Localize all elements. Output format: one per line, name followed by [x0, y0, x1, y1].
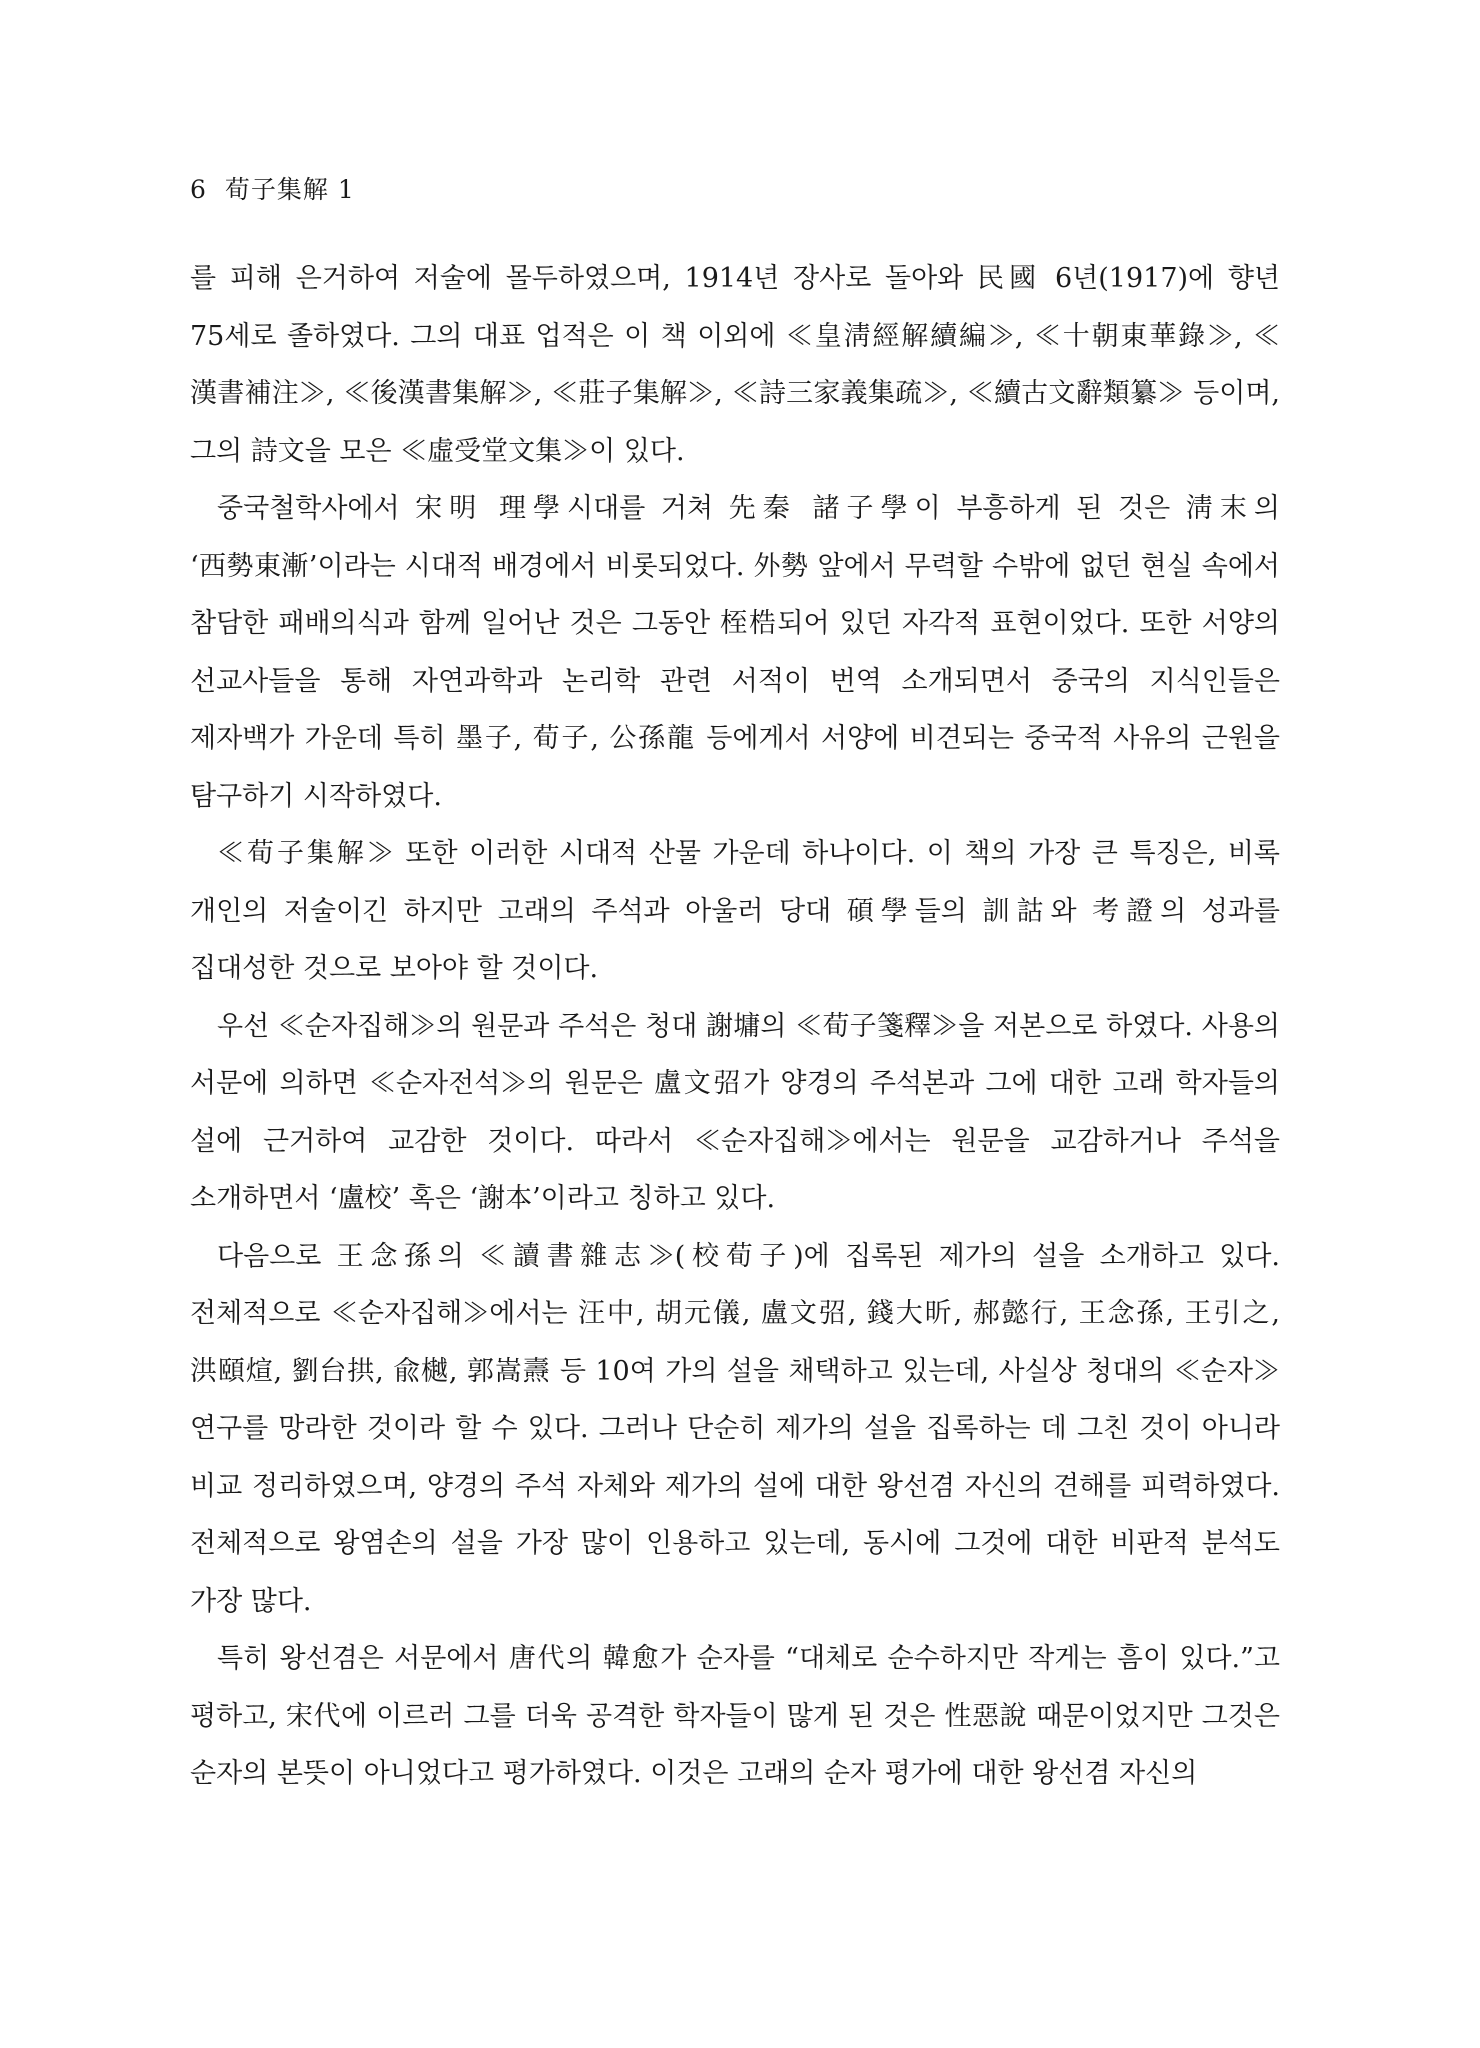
page-header [190, 170, 355, 206]
paragraph: 특히 왕선겸은 서문에서 唐代의 韓愈가 순자를 “대체로 순수하지만 작게는 흠이 있다.”고 평하고, 宋代에 이르러 그를 더욱 공격한 학자들이 많게 된 것은 性惡說 때문이었지만 그것은 순자의 본뜻이 아니었다고 평가하였다. 이것은 고래의 순자 평가에 대한 왕선겸 자신의 [190, 1643, 1280, 1789]
paragraph: 중국철학사에서 宋明 理學시대를 거쳐 先秦 諸子學이 부흥하게 된 것은 淸末의 ‘西勢東漸’이라는 시대적 배경에서 비롯되었다. 外勢 앞에서 무력할 수밖에 없던 현실 속에서 참담한 패배의식과 함께 일어난 것은 그동안 桎梏되어 있던 자각적 표현이었다. 또한 서양의 선교사들을 통해 자연과학과 논리학 관련 서적이 번역 소개되면서 중국의 지식인들은 제자백가 가운데 특히 墨子, 荀子, 公孫龍 등에게서 서양에 비견되는 중국적 사유의 근원을 탐구하기 시작하였다. [190, 493, 1280, 812]
paragraph-continued: 를 피해 은거하여 저술에 몰두하였으며, 1914년 장사로 돌아와 民國 6년(1917)에 향년 75세로 졸하였다. 그의 대표 업적은 이 책 이외에 ≪皇淸經解續編≫, ≪十朝東華錄≫, ≪漢書補注≫, ≪後漢書集解≫, ≪莊子集解≫, ≪詩三家義集疏≫, ≪續古文辭類纂≫ 등이며, 그의 詩文을 모은 ≪虛受堂文集≫이 있다. [190, 263, 1280, 467]
body-text [190, 250, 1280, 1803]
paragraph: 다음으로 王念孫의 ≪讀書雜志≫(校荀子)에 집록된 제가의 설을 소개하고 있다. 전체적으로 ≪순자집해≫에서는 汪中, 胡元儀, 盧文弨, 錢大昕, 郝懿行, 王念孫, 王引之, 洪頤煊, 劉台拱, 兪樾, 郭嵩燾 등 10여 가의 설을 채택하고 있는데, 사실상 청대의 ≪순자≫ 연구를 망라한 것이라 할 수 있다. 그러나 단순히 제가의 설을 집록하는 데 그친 것이 아니라 비교 정리하였으며, 양경의 주석 자체와 제가의 설에 대한 왕선겸 자신의 견해를 피력하였다. 전체적으로 왕염손의 설을 가장 많이 인용하고 있는데, 동시에 그것에 대한 비판적 분석도 가장 많다. [190, 1240, 1280, 1617]
paragraph: 우선 ≪순자집해≫의 원문과 주석은 청대 謝墉의 ≪荀子箋釋≫을 저본으로 하였다. 사용의 서문에 의하면 ≪순자전석≫의 원문은 盧文弨가 양경의 주석본과 그에 대한 고래 학자들의 설에 근거하여 교감한 것이다. 따라서 ≪순자집해≫에서는 원문을 교감하거나 주석을 소개하면서 ‘盧校’ 혹은 ‘謝本’이라고 칭하고 있다. [190, 1010, 1280, 1214]
paragraph: ≪荀子集解≫ 또한 이러한 시대적 산물 가운데 하나이다. 이 책의 가장 큰 특징은, 비록 개인의 저술이긴 하지만 고래의 주석과 아울러 당대 碩學들의 訓詁와 考證의 성과를 집대성한 것으로 보아야 할 것이다. [190, 838, 1280, 984]
page-number: 6 [190, 175, 207, 204]
running-title: 荀子集解 1 [224, 175, 355, 204]
